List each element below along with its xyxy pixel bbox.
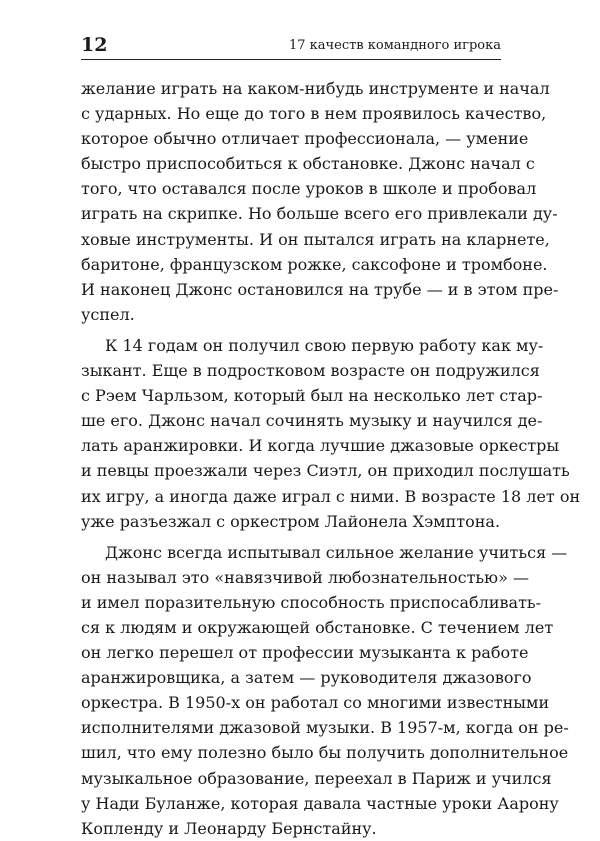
text-line: играть на скрипке. Но больше всего его привлекали ду-	[81, 204, 558, 224]
text-line: ся к людям и окружающей обстановке. С течением лет	[81, 617, 554, 637]
paragraph-2	[81, 333, 581, 534]
body-text	[81, 76, 581, 841]
text-line: быстро приспособиться к обстановке. Джонс начал с	[81, 154, 535, 174]
text-line: музыкальное образование, переехал в Париж и учился	[81, 768, 552, 788]
page-number: 12	[81, 34, 108, 56]
text-line: баритоне, французском рожке, саксофоне и тромбоне.	[81, 254, 548, 274]
text-line: зыкант. Еще в подростковом возрасте он подружился	[81, 361, 540, 381]
paragraph-3	[81, 540, 569, 841]
text-line: К 14 годам он получил свою первую работу как му-	[105, 335, 544, 355]
page-header	[81, 33, 501, 60]
text-line: аранжировщика, а затем — руководителя джазового	[81, 668, 532, 688]
text-line: лать аранжировки. И когда лучшие джазовые оркестры	[81, 436, 560, 456]
text-line: оркестра. В 1950-х он работал со многими известными	[81, 693, 550, 713]
text-line: того, что оставался после уроков в школе и пробовал	[81, 179, 537, 199]
text-line: у Нади Буланже, которая давала частные уроки Аарону	[81, 793, 559, 813]
text-line: уже разъезжал с оркестром Лайонела Хэмптона.	[81, 511, 501, 531]
text-line: он называл это «навязчивой любознательностью» —	[81, 567, 529, 587]
book-page	[81, 33, 581, 841]
text-line: успел.	[81, 304, 135, 324]
text-line: Копленду и Леонарду Бернстайну.	[81, 818, 377, 838]
text-line: которое обычно отличает профессионала, — умение	[81, 129, 529, 149]
paragraph-1	[81, 76, 559, 327]
text-line: Джонс всегда испытывал сильное желание учиться —	[105, 542, 568, 562]
text-line: и имел поразительную способность приспосабливать-	[81, 592, 542, 612]
text-line: и певцы проезжали через Сиэтл, он приходил послушать	[81, 461, 570, 481]
text-line: ше его. Джонс начал сочинять музыку и научился де-	[81, 411, 543, 431]
text-line: желание играть на каком-нибудь инструменте и начал	[81, 79, 550, 98]
running-head: 17 качеств командного игрока	[288, 38, 501, 53]
text-line: И наконец Джонс остановился на трубе — и в этом пре-	[81, 279, 559, 299]
text-line: их игру, а иногда даже играл с ними. В возрасте 18 лет он	[81, 486, 581, 506]
text-line: он легко перешел от профессии музыканта к работе	[81, 643, 529, 663]
text-line: ховые инструменты. И он пытался играть на кларнете,	[81, 229, 550, 249]
text-line: шил, что ему полезно было бы получить дополнительное	[81, 743, 569, 763]
text-line: с ударных. Но еще до того в нем проявилось качество,	[81, 104, 547, 124]
text-line: с Рэем Чарльзом, который был на несколько лет стар-	[81, 386, 543, 406]
text-line: исполнителями джазовой музыки. В 1957-м, когда он ре-	[81, 718, 569, 738]
